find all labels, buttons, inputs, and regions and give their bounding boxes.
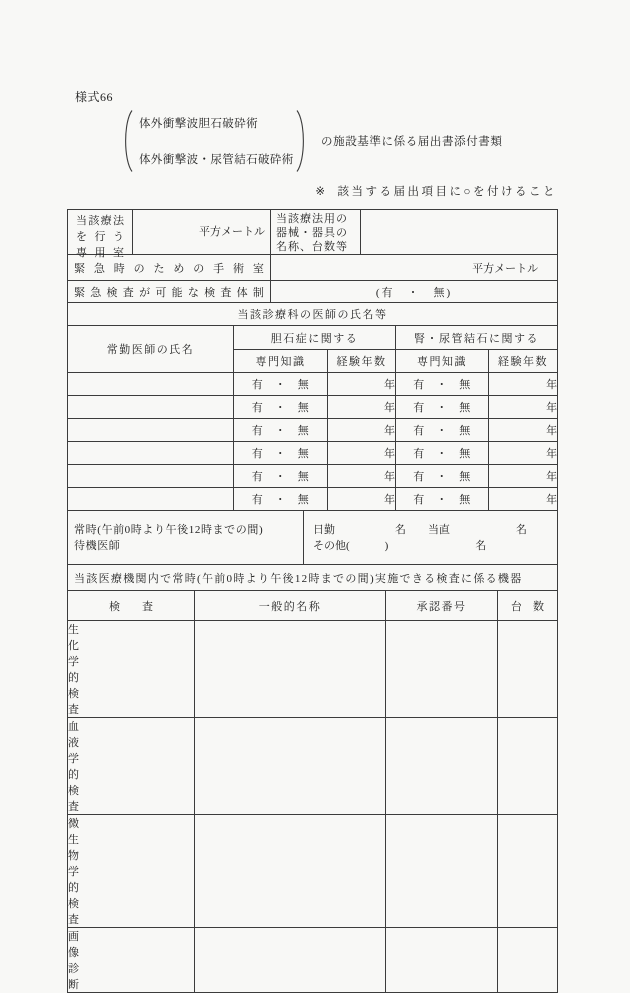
cell-standby-label <box>68 511 304 565</box>
cell-doctor-name-2 <box>68 396 234 419</box>
machine-row <box>68 621 558 718</box>
cell-equipment-input <box>361 210 558 255</box>
doctor-row <box>68 465 558 488</box>
generic-name-header: 一般的名称 <box>195 591 386 621</box>
other-unit: 名 <box>475 539 487 552</box>
cell-years-1a: 年 <box>328 373 396 396</box>
night-duty-label: 当直 <box>428 523 450 536</box>
standby-label-line2: 待機医師 <box>74 539 121 552</box>
cell-room-label <box>68 210 133 259</box>
emergency-room-unit: 平方メートル <box>472 262 539 275</box>
cell-exam-label-2 <box>68 718 195 815</box>
knowledge-header-2: 専門知識 <box>396 350 489 373</box>
cell-emergency-test-value: (有 ・ 無) <box>271 281 558 303</box>
doctor-row <box>68 396 558 419</box>
equipment-label-line3: 名称、台数等 <box>276 240 348 253</box>
note-mark: ※ <box>315 186 328 198</box>
cell-generic-name-4 <box>195 928 386 993</box>
cell-standby-values <box>304 511 558 565</box>
standby-label <box>68 522 303 554</box>
cell-knowledge-6b: 有 ・ 無 <box>396 488 489 511</box>
doctors-name-header: 常勤医師の氏名 <box>68 326 234 373</box>
cell-years-6a: 年 <box>328 488 396 511</box>
cell-years-4b: 年 <box>489 442 558 465</box>
cell-doctor-name-6 <box>68 488 234 511</box>
cell-emergency-test-label <box>68 281 271 303</box>
standby-label-line1: 常時(午前0時より午後12時までの間) <box>74 523 264 536</box>
room-label-line1: 当 該 療 法 <box>76 215 124 227</box>
emergency-room-label: 緊 急 時 の た め の 手 術 室 <box>74 262 264 275</box>
day-shift-label: 日勤 <box>313 523 335 536</box>
night-duty-unit: 名 <box>516 523 527 536</box>
room-label <box>68 210 132 259</box>
cell-doctor-name-4 <box>68 442 234 465</box>
cell-approval-number-3 <box>386 815 498 928</box>
standby-line1 <box>313 522 557 538</box>
cell-room-area-input <box>133 210 271 255</box>
other-label: その他( <box>313 539 350 552</box>
unit-count-header: 台 数 <box>498 591 558 621</box>
machine-row <box>68 815 558 928</box>
other-close: ) <box>384 539 389 552</box>
cell-generic-name-1 <box>195 621 386 718</box>
cell-generic-name-2 <box>195 718 386 815</box>
bracket-right-icon <box>295 109 309 173</box>
bracket-left-icon <box>120 109 134 173</box>
cell-years-1b: 年 <box>489 373 558 396</box>
cell-knowledge-5a: 有 ・ 無 <box>234 465 328 488</box>
kidney-header: 腎・尿管結石に関する <box>396 326 558 350</box>
cell-years-2a: 年 <box>328 396 396 419</box>
cell-knowledge-2a: 有 ・ 無 <box>234 396 328 419</box>
machine-row <box>68 928 558 993</box>
knowledge-header-1: 専門知識 <box>234 350 328 373</box>
day-shift-unit: 名 <box>395 523 406 536</box>
cell-knowledge-5b: 有 ・ 無 <box>396 465 489 488</box>
cell-unit-count-1 <box>498 621 558 718</box>
note-line <box>315 183 557 199</box>
equipment-label <box>271 211 360 254</box>
machines-section-title-cell <box>68 565 558 591</box>
cell-knowledge-3b: 有 ・ 無 <box>396 419 489 442</box>
gallstone-header: 胆石症に関する <box>234 326 396 350</box>
cell-emergency-room-area <box>271 255 558 281</box>
cell-doctor-name-5 <box>68 465 234 488</box>
doctor-row <box>68 373 558 396</box>
approval-number-header: 承認番号 <box>386 591 498 621</box>
title-suffix: の施設基準に係る届出書添付書類 <box>321 136 503 148</box>
cell-knowledge-6a: 有 ・ 無 <box>234 488 328 511</box>
cell-knowledge-4a: 有 ・ 無 <box>234 442 328 465</box>
cell-years-3b: 年 <box>489 419 558 442</box>
emergency-test-label: 緊 急 検 査 が 可 能 な 検 査 体 制 <box>74 286 264 299</box>
doctors-section-title: 当該診療科の医師の氏名等 <box>68 303 558 326</box>
equipment-label-line1: 当該療法用の <box>276 212 348 225</box>
cell-approval-number-4 <box>386 928 498 993</box>
title-line-1: 体外衝撃波胆石破砕術 <box>139 118 258 130</box>
form-number: 様式66 <box>75 90 114 104</box>
exam-label-microbiological: 微 生 物 学 的 検 査 <box>68 818 79 926</box>
exam-label-biochemical: 生 化 学 的 検 査 <box>68 624 79 716</box>
cell-years-2b: 年 <box>489 396 558 419</box>
room-area-unit: 平方メートル <box>199 226 265 238</box>
cell-years-6b: 年 <box>489 488 558 511</box>
equipment-label-line2: 器械・器具の <box>276 226 348 239</box>
machine-row <box>68 718 558 815</box>
exam-header: 検 査 <box>68 591 195 621</box>
cell-years-3a: 年 <box>328 419 396 442</box>
title-block <box>139 111 294 171</box>
cell-doctor-name-3 <box>68 419 234 442</box>
cell-knowledge-4b: 有 ・ 無 <box>396 442 489 465</box>
cell-knowledge-3a: 有 ・ 無 <box>234 419 328 442</box>
doctor-row <box>68 419 558 442</box>
cell-doctor-name-1 <box>68 373 234 396</box>
exam-label-imaging: 画 像 診 断 <box>68 931 79 991</box>
years-header-2: 経験年数 <box>489 350 558 373</box>
doctor-row <box>68 488 558 511</box>
cell-generic-name-3 <box>195 815 386 928</box>
cell-knowledge-2b: 有 ・ 無 <box>396 396 489 419</box>
cell-unit-count-3 <box>498 815 558 928</box>
room-label-line3: 専 用 室 <box>76 247 124 259</box>
room-label-line2: を 行 う <box>76 231 124 243</box>
machines-section-title: 当該医療機関内で常時(午前0時より午後12時までの間)実施できる検査に係る機器 <box>74 572 523 585</box>
cell-unit-count-2 <box>498 718 558 815</box>
cell-knowledge-1b: 有 ・ 無 <box>396 373 489 396</box>
cell-years-4a: 年 <box>328 442 396 465</box>
doctor-row <box>68 442 558 465</box>
cell-exam-label-1 <box>68 621 195 718</box>
note-text: 該当する届出項目に○を付けること <box>337 186 557 198</box>
cell-approval-number-2 <box>386 718 498 815</box>
standby-line2 <box>313 538 557 554</box>
cell-exam-label-4 <box>68 928 195 993</box>
cell-equipment-label <box>271 210 361 255</box>
title-line-2: 体外衝撃波・尿管結石破砕術 <box>139 154 294 166</box>
standby-values <box>304 522 557 554</box>
years-header-1: 経験年数 <box>328 350 396 373</box>
main-form-table <box>67 209 558 993</box>
cell-knowledge-1a: 有 ・ 無 <box>234 373 328 396</box>
cell-years-5a: 年 <box>328 465 396 488</box>
cell-exam-label-3 <box>68 815 195 928</box>
cell-years-5b: 年 <box>489 465 558 488</box>
cell-approval-number-1 <box>386 621 498 718</box>
exam-label-hematological: 血 液 学 的 検 査 <box>68 721 79 813</box>
cell-unit-count-4 <box>498 928 558 993</box>
